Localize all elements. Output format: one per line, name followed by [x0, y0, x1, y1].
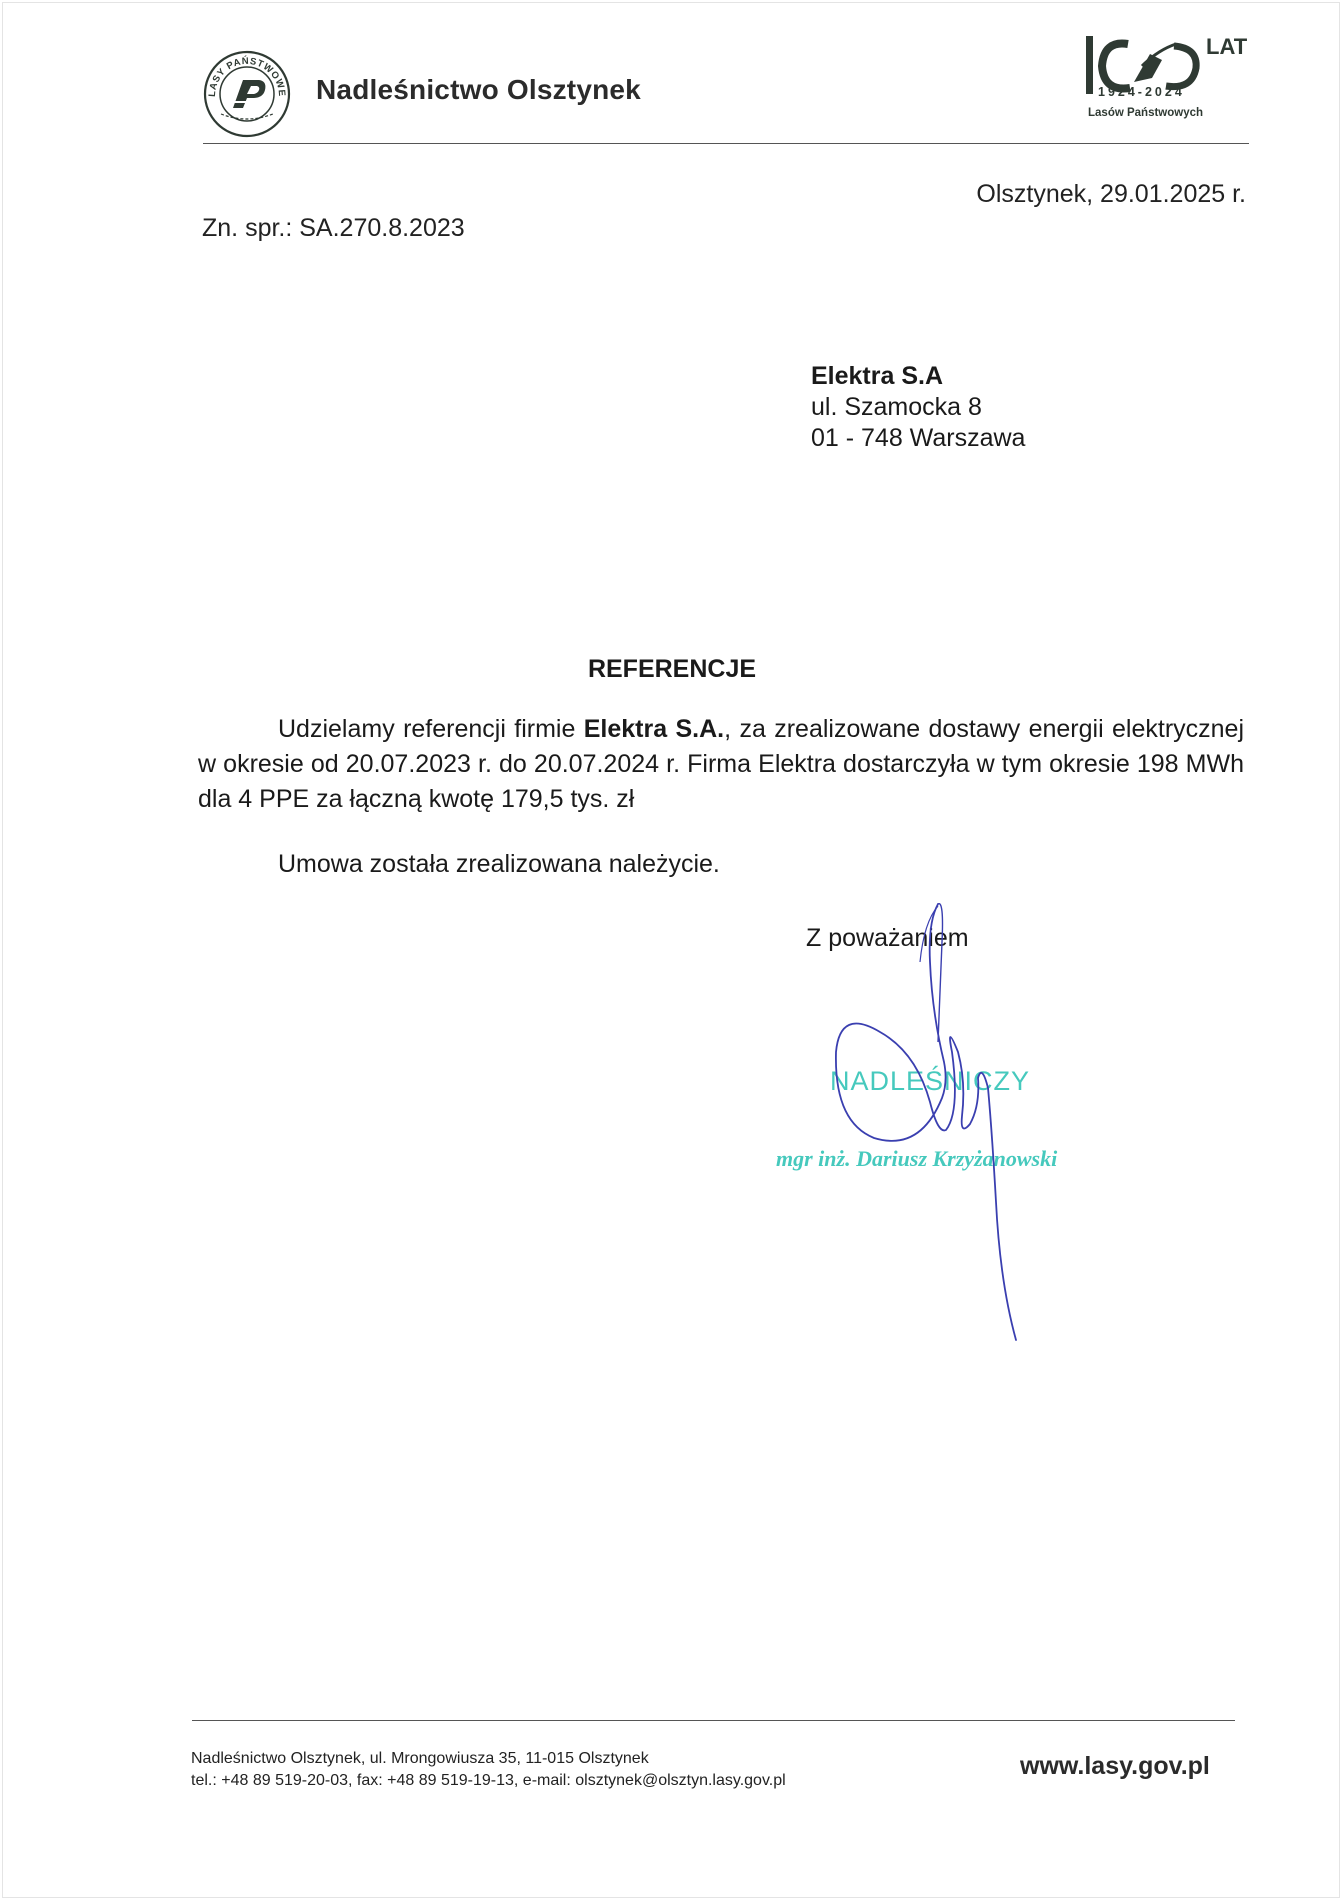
handwritten-signature: [820, 902, 1050, 1342]
svg-text:LASY PAŃSTWOWE: LASY PAŃSTWOWE: [206, 55, 288, 98]
document-title: REFERENCJE: [587, 655, 757, 683]
regards-line: Z poważaniem: [806, 924, 969, 952]
stamp-title: NADLEŚNICZY: [830, 1066, 1031, 1096]
organization-name: Nadleśnictwo Olsztynek: [316, 74, 641, 105]
jubilee-100-logo: [1078, 30, 1248, 122]
footer-address: Nadleśnictwo Olsztynek, ul. Mrongowiusza 35, 11-015 Olsztynek: [191, 1750, 649, 1767]
reference-number: Zn. spr.: SA.270.8.2023: [202, 214, 465, 242]
svg-text:1924-2024: 1924-2024: [1098, 85, 1185, 99]
addressee-street: ul. Szamocka 8: [811, 393, 982, 421]
paragraph-text-start: Udzielamy referencji firmie: [278, 715, 584, 743]
lasy-panstwowe-logo: [203, 50, 291, 138]
place-and-date: Olsztynek, 29.01.2025 r.: [976, 180, 1246, 208]
company-name-bold: Elektra S.A.: [583, 715, 725, 743]
addressee-city: 01 - 748 Warszawa: [811, 424, 1026, 452]
body-paragraph: [198, 712, 1244, 817]
footer-divider: [192, 1720, 1235, 1721]
footer-contact: tel.: +48 89 519-20-03, fax: +48 89 519-19-13, e-mail: olsztynek@olsztyn.lasy.gov.pl: [191, 1772, 786, 1789]
svg-text:Lasów Państwowych: Lasów Państwowych: [1088, 107, 1204, 119]
addressee-block: [811, 361, 1025, 454]
svg-text:LAT: LAT: [1206, 34, 1248, 59]
header-divider: [203, 143, 1249, 144]
closing-statement: Umowa została zrealizowana należycie.: [278, 850, 720, 878]
footer-website-link[interactable]: www.lasy.gov.pl: [1020, 1752, 1210, 1780]
paragraph-text-end: , za zrealizowane dostawy energii elektrycznej w okresie od 20.07.2023 r. do 20.07.2024 r. Firma Elektra dostarczyła w tym okresie 198 MWh dla 4 PPE za łączną kwotę 179,5 tys. zł: [198, 715, 1245, 813]
stamp-name: mgr inż. Dariusz Krzyżanowski: [776, 1146, 1058, 1171]
page-frame: [2, 2, 1340, 1898]
addressee-name: Elektra S.A: [811, 362, 944, 390]
